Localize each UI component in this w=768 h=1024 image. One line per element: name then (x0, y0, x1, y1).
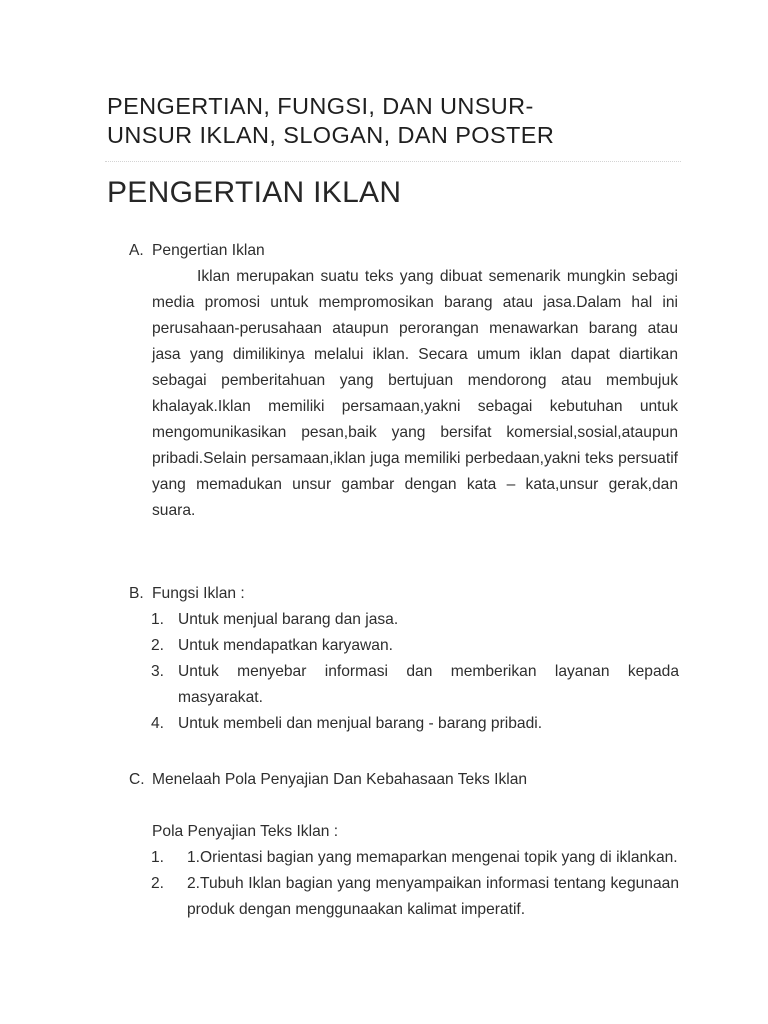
pola-penyajian-label: Pola Penyajian Teks Iklan : (152, 823, 339, 840)
section-c-label: Menelaah Pola Penyajian Dan Kebahasaan Teks Iklan (152, 771, 528, 788)
list-item-number: 2. (151, 637, 165, 654)
section-heading: PENGERTIAN IKLAN (107, 176, 402, 209)
section-a-header (129, 238, 679, 264)
section-b-header (129, 581, 679, 607)
section-a-paragraph: Iklan merupakan suatu teks yang dibuat semenarik mungkin sebagi media promosi untuk mempromosikan barang atau jasa.Dalam hal ini perusahaan-perusahaan ataupun perorangan menawarkan barang atau jasa yang dimilikinya melalui iklan. Secara umum iklan dapat diartikan sebagai pemberitahuan yang bertujuan mendorong atau membujuk khalayak.Iklan memiliki persamaan,yakni sebagai kebutuhan untuk mengomunikasikan pesan,baik yang bersifat komersial,sosial,ataupun pribadi.Selain persamaan,iklan juga memiliki perbedaan,yakni teks persuatif yang memadukan unsur gambar dengan kata – kata,unsur gerak,dan suara. (152, 268, 678, 519)
list-item-text: Untuk mendapatkan karyawan. (178, 637, 393, 654)
document-title (107, 92, 687, 149)
title-divider (105, 161, 681, 162)
list-item-number: 1. (151, 611, 165, 628)
list-item (151, 711, 679, 737)
list-item-text: 1.Orientasi bagian yang memaparkan mengenai topik yang di iklankan. (187, 849, 678, 866)
list-item (151, 633, 679, 659)
section-b-letter: B. (129, 585, 144, 602)
list-item-number: 2. (151, 875, 165, 892)
list-item-text: Untuk menjual barang dan jasa. (178, 611, 399, 628)
pola-penyajian-list (151, 845, 679, 923)
section-b-label: Fungsi Iklan : (152, 585, 245, 602)
section-a-letter: A. (129, 242, 144, 259)
list-item (151, 871, 679, 923)
list-item-text: Untuk membeli dan menjual barang - barang pribadi. (178, 715, 543, 732)
list-item-text: Untuk menyebar informasi dan memberikan layanan kepada masyarakat. (178, 663, 679, 706)
fungsi-iklan-list (151, 607, 679, 737)
list-item-number: 4. (151, 715, 165, 732)
list-item-text: 2.Tubuh Iklan bagian yang menyampaikan informasi tentang kegunaan produk dengan menggunaakan kalimat imperatif. (187, 875, 679, 918)
list-item (151, 845, 679, 871)
list-item-number: 3. (151, 663, 165, 680)
list-item-number: 1. (151, 849, 165, 866)
list-item (151, 607, 679, 633)
document-title-line-1: PENGERTIAN, FUNGSI, DAN UNSUR- (107, 93, 534, 119)
section-a-label: Pengertian Iklan (152, 242, 265, 259)
section-c-header (129, 767, 679, 793)
list-item (151, 659, 679, 711)
section-c-letter: C. (129, 771, 145, 788)
document-title-line-2: UNSUR IKLAN, SLOGAN, DAN POSTER (107, 121, 555, 148)
